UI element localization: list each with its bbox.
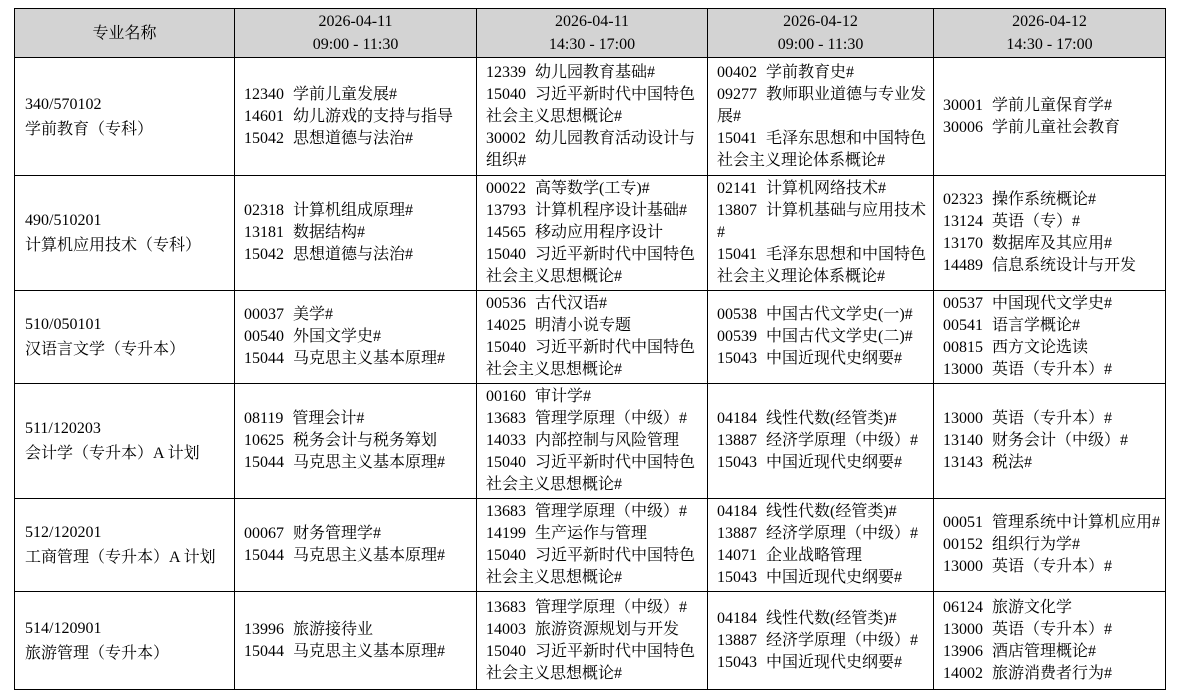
major-row	[15, 58, 1166, 176]
course-item	[943, 619, 1162, 641]
course-item	[486, 597, 704, 619]
course-name: 计算机基础与应用技术#	[717, 202, 927, 241]
course-item	[717, 304, 930, 326]
course-name: 习近平新时代中国特色社会主义思想概论#	[486, 547, 696, 586]
session-2-time: 14:30 - 17:00	[548, 36, 636, 53]
course-item	[943, 211, 1162, 233]
course-name: 企业战略管理	[766, 547, 863, 564]
course-item	[717, 200, 930, 244]
session-cell	[708, 384, 934, 499]
course-item	[717, 567, 930, 589]
course-name: 线性代数(经管类)#	[766, 410, 897, 427]
course-name: 马克思主义基本原理#	[293, 350, 446, 367]
course-item	[943, 408, 1162, 430]
course-code: 14071	[717, 547, 757, 564]
course-name: 中国近现代史纲要#	[766, 454, 903, 471]
course-item	[717, 84, 930, 128]
course-item	[486, 62, 704, 84]
course-code: 15043	[717, 569, 757, 586]
course-item	[943, 293, 1162, 315]
course-code: 04184	[717, 609, 757, 627]
session-4-date: 2026-04-12	[1012, 13, 1087, 30]
major-name: 工商管理（专升本）A 计划	[25, 549, 216, 566]
major-code: 340/570102	[25, 95, 102, 113]
course-name: 内部控制与风险管理	[535, 432, 680, 449]
course-code: 13793	[486, 202, 526, 219]
course-item	[486, 84, 704, 128]
session-1-time: 09:00 - 11:30	[312, 36, 399, 53]
course-item	[717, 630, 930, 652]
course-item	[943, 95, 1162, 117]
session-cell	[477, 384, 708, 499]
course-code: 12339	[486, 63, 526, 81]
session-cell	[934, 384, 1166, 499]
course-code: 14199	[486, 525, 526, 542]
course-item	[244, 326, 473, 348]
course-item	[943, 315, 1162, 337]
session-cell	[477, 58, 708, 176]
course-name: 马克思主义基本原理#	[293, 547, 446, 564]
course-item	[244, 222, 473, 244]
course-item	[486, 337, 704, 381]
course-item	[717, 178, 930, 200]
course-code: 30002	[486, 129, 526, 147]
course-code: 14025	[486, 317, 526, 334]
course-code: 13683	[486, 503, 526, 520]
course-code: 13000	[943, 558, 983, 575]
course-item	[486, 222, 704, 244]
course-name: 数据结构#	[293, 224, 366, 241]
course-code: 12340	[244, 85, 284, 103]
course-item	[486, 619, 704, 641]
course-name: 马克思主义基本原理#	[293, 642, 446, 660]
course-code: 09277	[717, 85, 757, 103]
course-name: 外国文学史#	[293, 328, 382, 345]
course-item	[244, 244, 473, 266]
course-code: 13887	[717, 432, 757, 449]
course-code: 15040	[486, 85, 526, 103]
course-name: 中国古代文学史(一)#	[766, 306, 913, 323]
course-code: 10625	[244, 432, 284, 449]
course-name: 计算机组成原理#	[293, 202, 414, 219]
course-code: 00538	[717, 306, 757, 323]
course-item	[486, 452, 704, 496]
session-cell	[934, 592, 1166, 690]
session-cell	[934, 58, 1166, 176]
major-code: 510/050101	[25, 316, 102, 333]
course-code: 00541	[943, 317, 983, 334]
course-code: 04184	[717, 503, 757, 520]
major-name: 旅游管理（专升本）	[25, 644, 170, 662]
course-item	[486, 178, 704, 200]
course-item	[717, 348, 930, 370]
course-name: 操作系统概论#	[992, 191, 1097, 208]
session-cell	[934, 499, 1166, 592]
course-code: 00540	[244, 328, 284, 345]
course-item	[486, 200, 704, 222]
session-cell	[708, 291, 934, 384]
course-name: 英语（专）#	[992, 213, 1081, 230]
course-name: 经济学原理（中级）#	[766, 525, 919, 542]
course-code: 02323	[943, 191, 983, 208]
course-code: 00160	[486, 388, 526, 405]
course-code: 13181	[244, 224, 284, 241]
course-item	[943, 452, 1162, 474]
major-cell	[15, 176, 235, 291]
session-cell	[235, 291, 477, 384]
course-name: 线性代数(经管类)#	[766, 503, 897, 520]
course-name: 学前儿童发展#	[293, 85, 398, 103]
course-item	[717, 244, 930, 288]
course-name: 幼儿园教育活动设计与组织#	[486, 129, 696, 169]
course-name: 中国近现代史纲要#	[766, 653, 903, 671]
course-name: 经济学原理（中级）#	[766, 432, 919, 449]
course-name: 税法#	[992, 454, 1033, 471]
course-item	[486, 244, 704, 288]
course-item	[717, 408, 930, 430]
course-item	[717, 430, 930, 452]
session-cell	[934, 176, 1166, 291]
course-name: 思想道德与法治#	[293, 129, 414, 147]
course-code: 00067	[244, 525, 284, 542]
course-name: 毛泽东思想和中国特色社会主义理论体系概论#	[717, 246, 927, 285]
course-name: 中国古代文学史(二)#	[766, 328, 913, 345]
course-item	[943, 534, 1162, 556]
course-code: 14601	[244, 107, 284, 125]
major-code: 511/120203	[25, 420, 101, 437]
major-name-header-label: 专业名称	[92, 24, 157, 42]
course-name: 英语（专升本）#	[992, 558, 1113, 575]
course-item	[717, 608, 930, 630]
session-cell	[235, 176, 477, 291]
course-name: 习近平新时代中国特色社会主义思想概论#	[486, 339, 696, 378]
course-name: 税务会计与税务筹划	[293, 432, 438, 449]
course-name: 古代汉语#	[535, 295, 608, 312]
course-code: 13807	[717, 202, 757, 219]
course-item	[244, 408, 473, 430]
major-cell	[15, 592, 235, 690]
course-code: 00539	[717, 328, 757, 345]
course-code: 15041	[717, 246, 757, 263]
course-code: 15043	[717, 350, 757, 367]
course-item	[244, 128, 473, 150]
session-cell	[477, 176, 708, 291]
major-code: 490/510201	[25, 212, 102, 229]
course-item	[486, 128, 704, 172]
course-name: 信息系统设计与开发	[992, 257, 1137, 274]
course-item	[943, 337, 1162, 359]
course-item	[244, 348, 473, 370]
course-item	[244, 304, 473, 326]
course-code: 13887	[717, 631, 757, 649]
course-name: 管理系统中计算机应用#	[992, 514, 1161, 531]
exam-schedule	[14, 8, 1166, 690]
course-item	[717, 62, 930, 84]
course-code: 13000	[943, 620, 983, 638]
course-code: 14489	[943, 257, 983, 274]
major-cell	[15, 499, 235, 592]
course-item	[943, 430, 1162, 452]
course-code: 14565	[486, 224, 526, 241]
course-name: 管理学原理（中级）#	[535, 410, 688, 427]
session-1-date: 2026-04-11	[318, 13, 393, 30]
course-name: 旅游文化学	[992, 598, 1073, 616]
course-code: 06124	[943, 598, 983, 616]
course-code: 15043	[717, 454, 757, 471]
course-name: 幼儿园教育基础#	[535, 63, 656, 81]
header-row	[15, 9, 1166, 58]
course-item	[244, 545, 473, 567]
course-item	[717, 545, 930, 567]
course-code: 15040	[486, 642, 526, 660]
course-item	[244, 200, 473, 222]
course-name: 学前儿童保育学#	[992, 96, 1113, 114]
course-code: 15044	[244, 547, 284, 564]
session-cell	[235, 499, 477, 592]
major-row	[15, 291, 1166, 384]
course-item	[943, 117, 1162, 139]
course-item	[943, 255, 1162, 277]
session-3-date: 2026-04-12	[783, 13, 858, 30]
course-code: 15044	[244, 454, 284, 471]
course-name: 教师职业道德与专业发展#	[717, 85, 927, 125]
course-item	[717, 326, 930, 348]
course-item	[486, 523, 704, 545]
session-2-date: 2026-04-11	[554, 13, 630, 30]
course-item	[943, 663, 1162, 685]
course-item	[943, 233, 1162, 255]
course-code: 15040	[486, 454, 526, 471]
course-name: 中国现代文学史#	[992, 295, 1113, 312]
course-name: 英语（专升本）#	[992, 620, 1113, 638]
course-name: 管理会计#	[292, 410, 365, 427]
col-header-session-2	[477, 9, 708, 58]
course-item	[486, 641, 704, 685]
course-code: 13683	[486, 410, 526, 427]
course-code: 15042	[244, 129, 284, 147]
course-item	[943, 359, 1162, 381]
course-name: 财务管理学#	[293, 525, 382, 542]
session-cell	[235, 592, 477, 690]
course-code: 15042	[244, 246, 284, 263]
course-code: 04184	[717, 410, 757, 427]
course-name: 学前教育史#	[766, 63, 855, 81]
course-name: 习近平新时代中国特色社会主义思想概论#	[486, 454, 696, 493]
course-item	[943, 641, 1162, 663]
course-item	[717, 652, 930, 674]
course-code: 13683	[486, 598, 526, 616]
course-name: 旅游消费者行为#	[992, 664, 1113, 682]
session-cell	[477, 499, 708, 592]
session-cell	[235, 58, 477, 176]
course-code: 13000	[943, 410, 983, 427]
course-name: 幼儿游戏的支持与指导	[293, 107, 454, 125]
course-code: 14002	[943, 664, 983, 682]
course-item	[486, 293, 704, 315]
course-item	[486, 501, 704, 523]
course-item	[717, 501, 930, 523]
course-name: 财务会计（中级）#	[992, 432, 1129, 449]
major-name: 学前教育（专科）	[25, 120, 154, 138]
course-code: 30001	[943, 96, 983, 114]
course-name: 美学#	[293, 306, 334, 323]
col-header-major-name	[15, 9, 235, 58]
course-name: 计算机程序设计基础#	[535, 202, 688, 219]
session-cell	[934, 291, 1166, 384]
course-name: 移动应用程序设计	[535, 224, 664, 241]
course-item	[244, 84, 473, 106]
course-name: 管理学原理（中级）#	[535, 598, 688, 616]
session-cell	[477, 592, 708, 690]
course-item	[486, 408, 704, 430]
major-row	[15, 176, 1166, 291]
major-name: 计算机应用技术（专科）	[25, 237, 202, 254]
course-name: 习近平新时代中国特色社会主义思想概论#	[486, 85, 696, 125]
course-code: 15044	[244, 642, 284, 660]
course-item	[486, 545, 704, 589]
course-code: 13170	[943, 235, 983, 252]
major-name: 汉语言文学（专升本）	[25, 341, 186, 358]
session-4-time: 14:30 - 17:00	[1006, 36, 1093, 53]
course-code: 02141	[717, 180, 757, 197]
course-item	[717, 452, 930, 474]
course-item	[244, 641, 473, 663]
course-code: 13996	[244, 620, 284, 638]
course-code: 00037	[244, 306, 284, 323]
course-code: 00815	[943, 339, 983, 356]
course-code: 14033	[486, 432, 526, 449]
course-item	[943, 556, 1162, 578]
major-cell	[15, 58, 235, 176]
course-item	[244, 523, 473, 545]
course-name: 旅游资源规划与开发	[535, 620, 680, 638]
course-code: 30006	[943, 118, 983, 136]
course-code: 02318	[244, 202, 284, 219]
session-cell	[235, 384, 477, 499]
course-name: 习近平新时代中国特色社会主义思想概论#	[486, 642, 696, 682]
course-code: 13140	[943, 432, 983, 449]
course-item	[943, 189, 1162, 211]
course-code: 00022	[486, 180, 526, 197]
session-cell	[708, 58, 934, 176]
course-code: 13887	[717, 525, 757, 542]
major-cell	[15, 384, 235, 499]
col-header-session-1	[235, 9, 477, 58]
course-code: 00536	[486, 295, 526, 312]
col-header-session-3	[708, 9, 934, 58]
course-name: 旅游接待业	[293, 620, 374, 638]
exam-schedule-table	[14, 8, 1166, 690]
col-header-session-4	[934, 9, 1166, 58]
major-name: 会计学（专升本）A 计划	[25, 445, 200, 462]
course-item	[244, 106, 473, 128]
course-code: 13906	[943, 642, 983, 660]
course-code: 00152	[943, 536, 983, 553]
course-name: 中国近现代史纲要#	[766, 569, 903, 586]
course-name: 马克思主义基本原理#	[293, 454, 446, 471]
major-row	[15, 499, 1166, 592]
course-name: 明清小说专题	[535, 317, 632, 334]
course-code: 08119	[244, 410, 284, 427]
session-cell	[708, 592, 934, 690]
course-name: 生产运作与管理	[535, 525, 648, 542]
course-name: 思想道德与法治#	[293, 246, 414, 263]
course-item	[717, 128, 930, 172]
course-code: 15043	[717, 653, 757, 671]
course-item	[486, 386, 704, 408]
course-name: 语言学概论#	[992, 317, 1081, 334]
course-item	[943, 512, 1162, 534]
course-name: 英语（专升本）#	[992, 361, 1113, 378]
course-item	[486, 315, 704, 337]
course-name: 计算机网络技术#	[766, 180, 887, 197]
course-name: 管理学原理（中级）#	[535, 503, 688, 520]
session-3-time: 09:00 - 11:30	[777, 36, 864, 53]
course-name: 西方文论选读	[992, 339, 1089, 356]
course-name: 高等数学(工专)#	[535, 180, 650, 197]
major-cell	[15, 291, 235, 384]
course-name: 审计学#	[535, 388, 592, 405]
course-name: 英语（专升本）#	[992, 410, 1113, 427]
session-cell	[477, 291, 708, 384]
course-item	[244, 452, 473, 474]
course-code: 14003	[486, 620, 526, 638]
major-row	[15, 592, 1166, 690]
course-name: 毛泽东思想和中国特色社会主义理论体系概论#	[717, 129, 927, 169]
course-code: 00051	[943, 514, 983, 531]
course-name: 学前儿童社会教育	[992, 118, 1121, 136]
course-code: 00402	[717, 63, 757, 81]
course-item	[244, 619, 473, 641]
course-item	[244, 430, 473, 452]
course-name: 数据库及其应用#	[992, 235, 1113, 252]
session-cell	[708, 176, 934, 291]
major-code: 514/120901	[25, 619, 102, 637]
course-name: 酒店管理概论#	[992, 642, 1097, 660]
major-row	[15, 384, 1166, 499]
course-name: 习近平新时代中国特色社会主义思想概论#	[486, 246, 696, 285]
course-name: 经济学原理（中级）#	[766, 631, 919, 649]
course-name: 线性代数(经管类)#	[766, 609, 897, 627]
course-code: 13143	[943, 454, 983, 471]
course-code: 15040	[486, 339, 526, 356]
major-code: 512/120201	[25, 524, 102, 541]
course-code: 00537	[943, 295, 983, 312]
course-item	[717, 523, 930, 545]
course-code: 13000	[943, 361, 983, 378]
course-code: 13124	[943, 213, 983, 230]
course-code: 15044	[244, 350, 284, 367]
course-code: 15040	[486, 246, 526, 263]
course-item	[486, 430, 704, 452]
course-name: 组织行为学#	[992, 536, 1081, 553]
course-code: 15040	[486, 547, 526, 564]
course-name: 中国近现代史纲要#	[766, 350, 903, 367]
session-cell	[708, 499, 934, 592]
course-item	[943, 597, 1162, 619]
course-code: 15041	[717, 129, 757, 147]
